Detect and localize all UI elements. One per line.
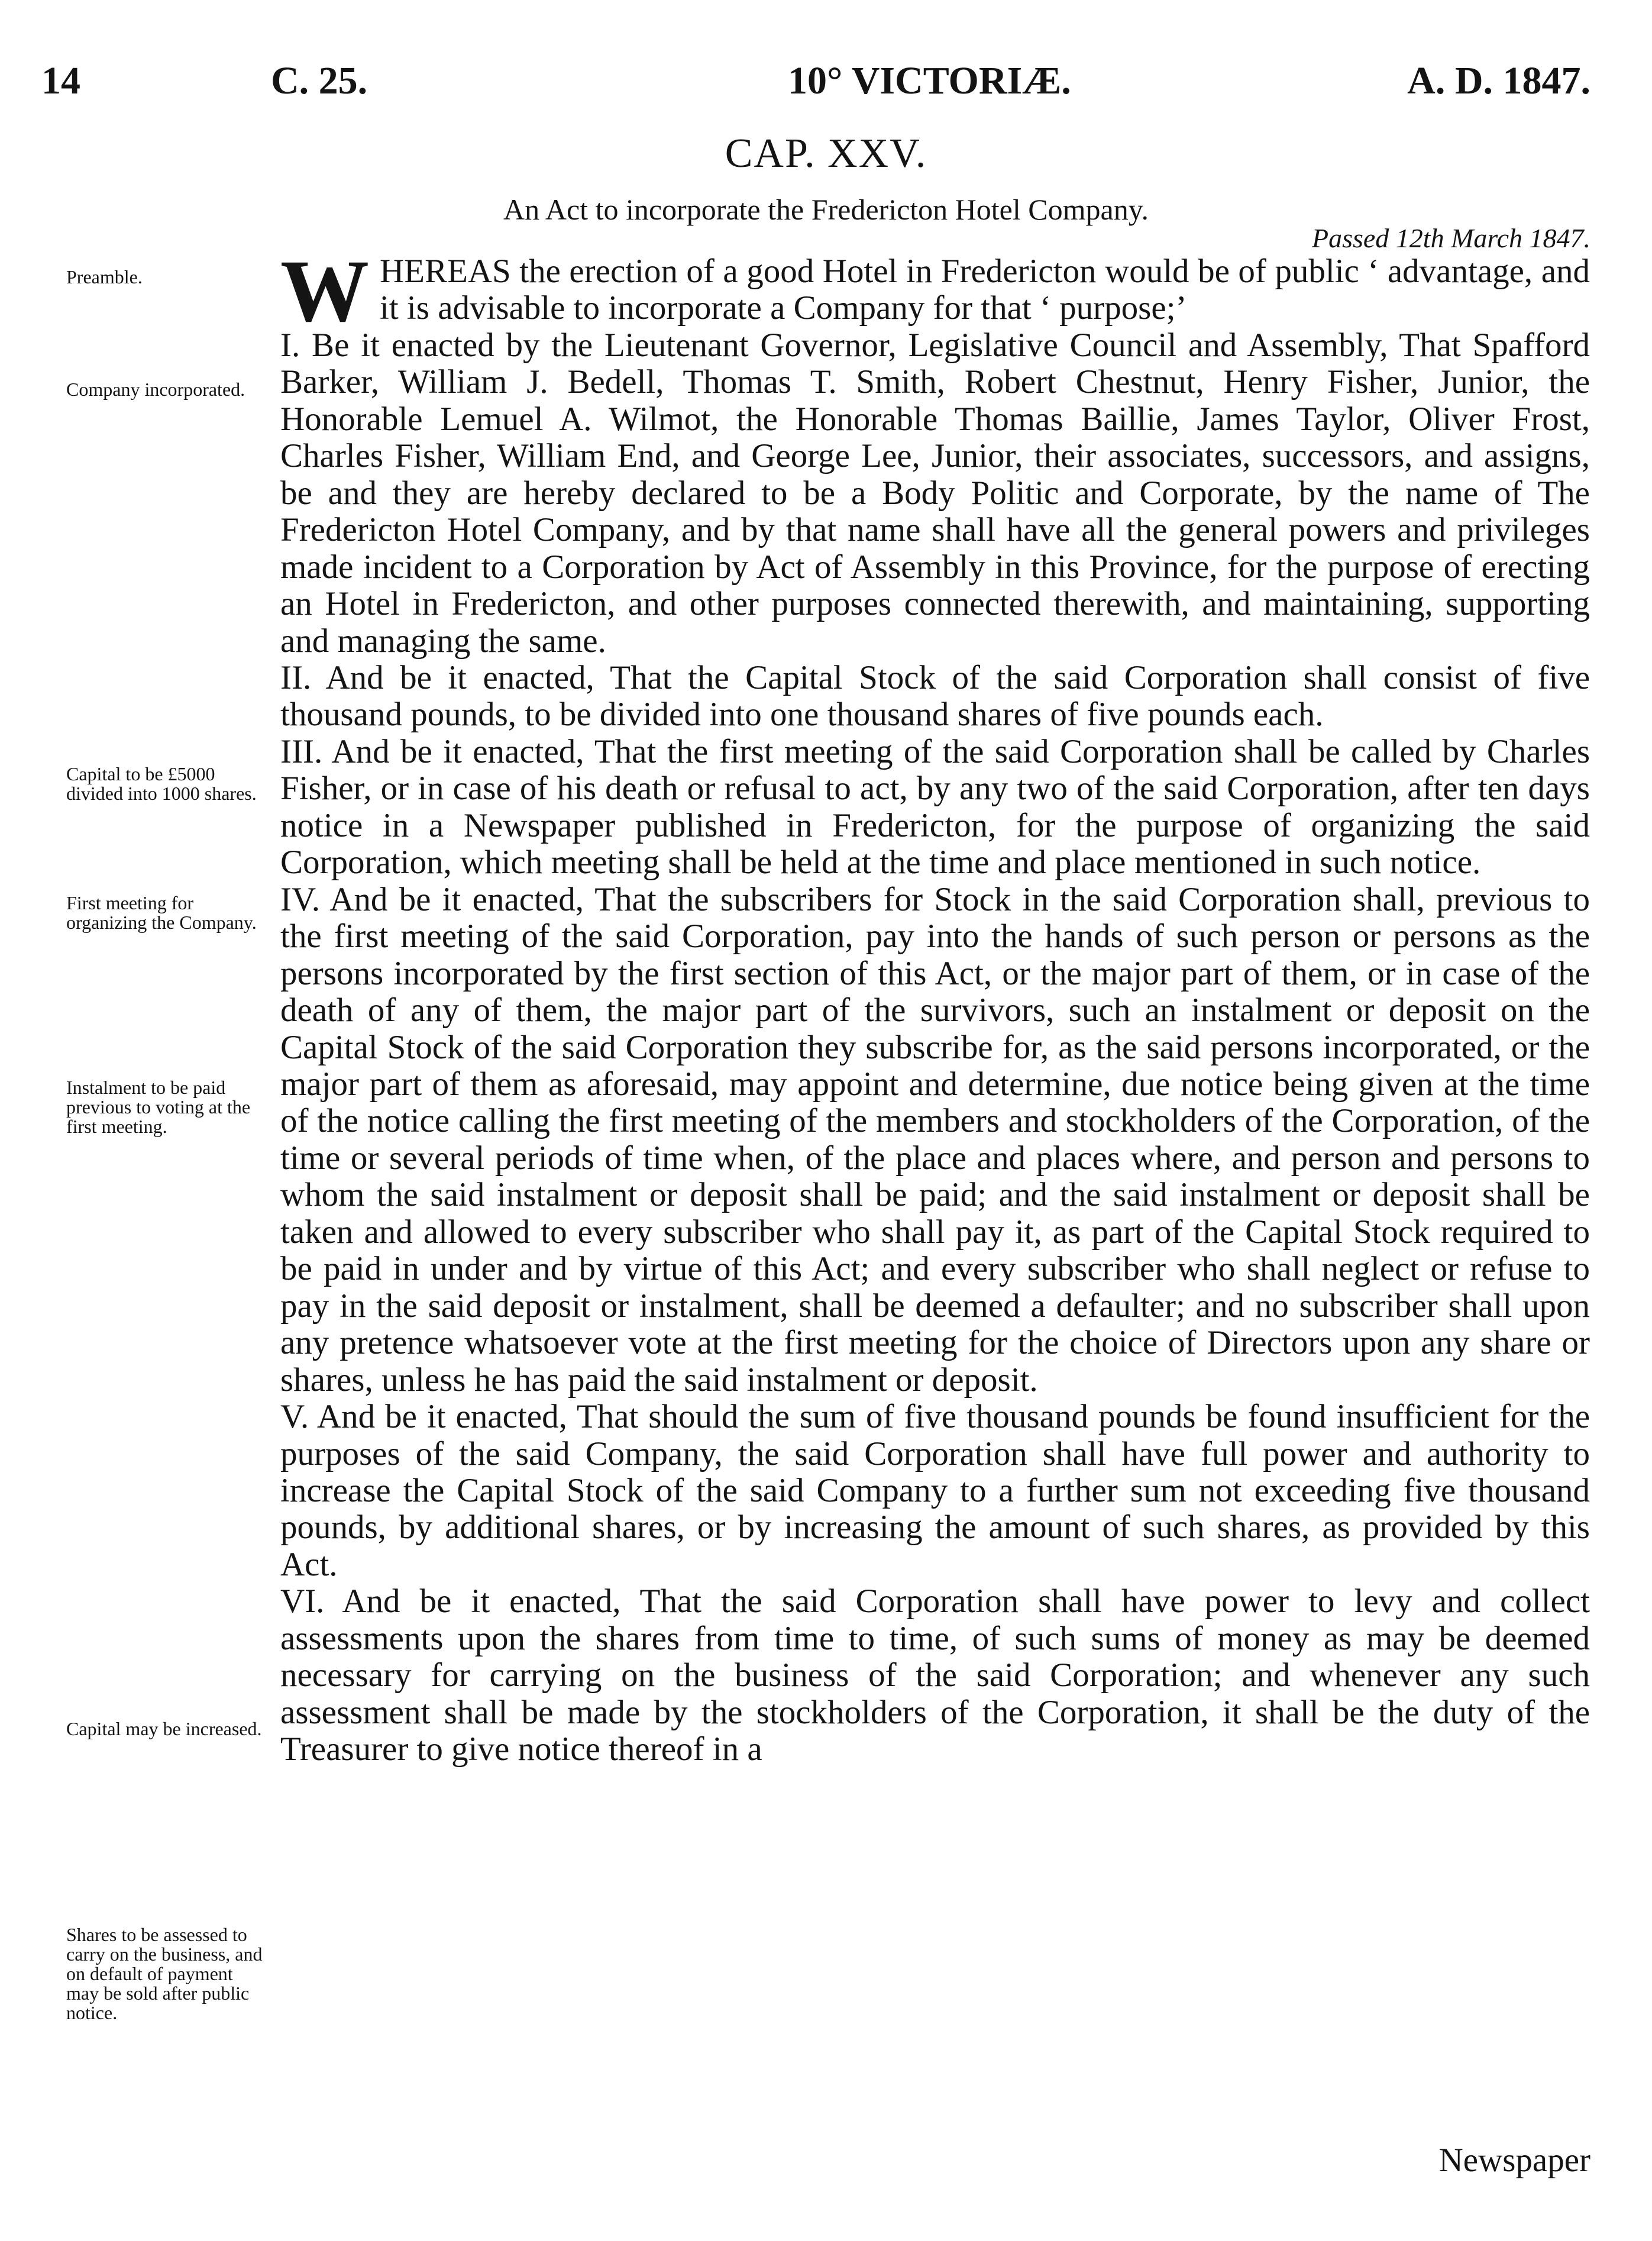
passed-date: Passed 12th March 1847. bbox=[1311, 223, 1590, 253]
act-title: An Act to incorporate the Fredericton Hotel Company. bbox=[503, 193, 1149, 226]
catchword: Newspaper bbox=[1438, 2142, 1590, 2179]
margin-note-capital: Capital to be £5000 divided into 1000 shares. bbox=[66, 763, 257, 804]
margin-note-incorporation: Company incorporated. bbox=[66, 379, 245, 400]
preamble-text: HEREAS the erection of a good Hotel in Fredericton would be of public ‘ advantage, and it is advisable to incorporate a Company for that ‘ purpose;’ bbox=[380, 253, 1590, 327]
margin-note-capital-increase: Capital may be increased. bbox=[66, 1718, 262, 1739]
preamble-paragraph bbox=[280, 242, 1590, 340]
section-1: I. Be it enacted by the Lieutenant Governor, Legislative Council and Assembly, That Spafford Barker, William J. Bedell, Thomas T. Smith, Robert Chestnut, Henry Fisher, Junior, the Honorable Lemuel A. Wilmot, the Honorable Thomas Baillie, James Taylor, Oliver Frost, Charles Fisher, William End, and George Lee, Junior, their associates, successors, and assigns, be and they are hereby declared to be a Body Politic and Corporate, by the name of The Fredericton Hotel Company, and by that name shall have all the general powers and privileges made incident to a Corporation by Act of Assembly in this Province, for the purpose of erecting an Hotel in Fredericton, and other purposes connected therewith, and maintaining, supporting and managing the same. bbox=[280, 326, 1590, 660]
margin-note-first-meeting: First meeting for organizing the Company. bbox=[66, 892, 257, 933]
page-number: 14 bbox=[41, 59, 80, 102]
calendar-year: A. D. 1847. bbox=[1407, 59, 1590, 102]
running-header bbox=[41, 54, 1590, 108]
section-5: V. And be it enacted, That should the sum of five thousand pounds be found insufficient for the purposes of the said Company, the said Corporation shall have full power and authority to increase the Capital Stock of the said Company to a further sum not exceeding five thousand pounds, by additional shares, or by increasing the amount of such shares, as provided by this Act. bbox=[280, 1398, 1590, 1583]
act-body bbox=[280, 242, 1590, 1768]
margin-note-instalment: Instalment to be paid previous to voting at the first meeting. bbox=[66, 1077, 251, 1137]
section-6: VI. And be it enacted, That the said Corporation shall have power to levy and collect assessments upon the shares from time to time, of such sums of money as may be deemed necessary for carrying on the business of the said Corporation; and whenever any such assessment shall be made by the stockholders of the Corporation, it shall be the duty of the Treasurer to give notice thereof in a bbox=[280, 1583, 1590, 1768]
regnal-year: 10° VICTORIÆ. bbox=[788, 59, 1071, 102]
chapter-title: CAP. XXV. bbox=[725, 131, 927, 176]
drop-cap: W bbox=[280, 242, 369, 340]
section-3: III. And be it enacted, That the first meeting of the said Corporation shall be called by Charles Fisher, or in case of his death or refusal to act, by any two of the said Corporation, after ten days notice in a Newspaper published in Fredericton, for the purpose of organizing the said Corporation, which meeting shall be held at the time and place mentioned in such notice. bbox=[280, 732, 1590, 881]
section-4: IV. And be it enacted, That the subscribers for Stock in the said Corporation shall, previous to the first meeting of the said Corporation, pay into the hands of such person or persons as the persons incorporated by the first section of this Act, or the major part of them, or in case of the death of any of them, the major part of the survivors, such an instalment or deposit on the Capital Stock of the said Corporation they subscribe for, as the said persons incorporated, or the major part of them as aforesaid, may appoint and determine, due notice being given at the time of the notice calling the first meeting of the members and stockholders of the Corporation, of the time or several periods of time when, of the place and places where, and person and persons to whom the said instalment or deposit shall be paid; and the said instalment or deposit shall be taken and allowed to every subscriber who shall pay it, as part of the Capital Stock required to be paid in under and by virtue of this Act; and every subscriber who shall neglect or refuse to pay in the said deposit or instalment, shall be deemed a defaulter; and no subscriber shall upon any pretence whatsoever vote at the first meeting for the choice of Directors upon any share or shares, unless he has paid the said instalment or deposit. bbox=[280, 880, 1590, 1399]
margin-note-assessments: Shares to be assessed to carry on the business, and on default of payment may be sold after public notice. bbox=[66, 1924, 263, 2023]
section-2: II. And be it enacted, That the Capital Stock of the said Corporation shall consist of five thousand pounds, to be divided into one thousand shares of five pounds each. bbox=[280, 658, 1590, 734]
margin-note-preamble: Preamble. bbox=[66, 266, 143, 288]
chapter-number: C. 25. bbox=[271, 59, 368, 102]
